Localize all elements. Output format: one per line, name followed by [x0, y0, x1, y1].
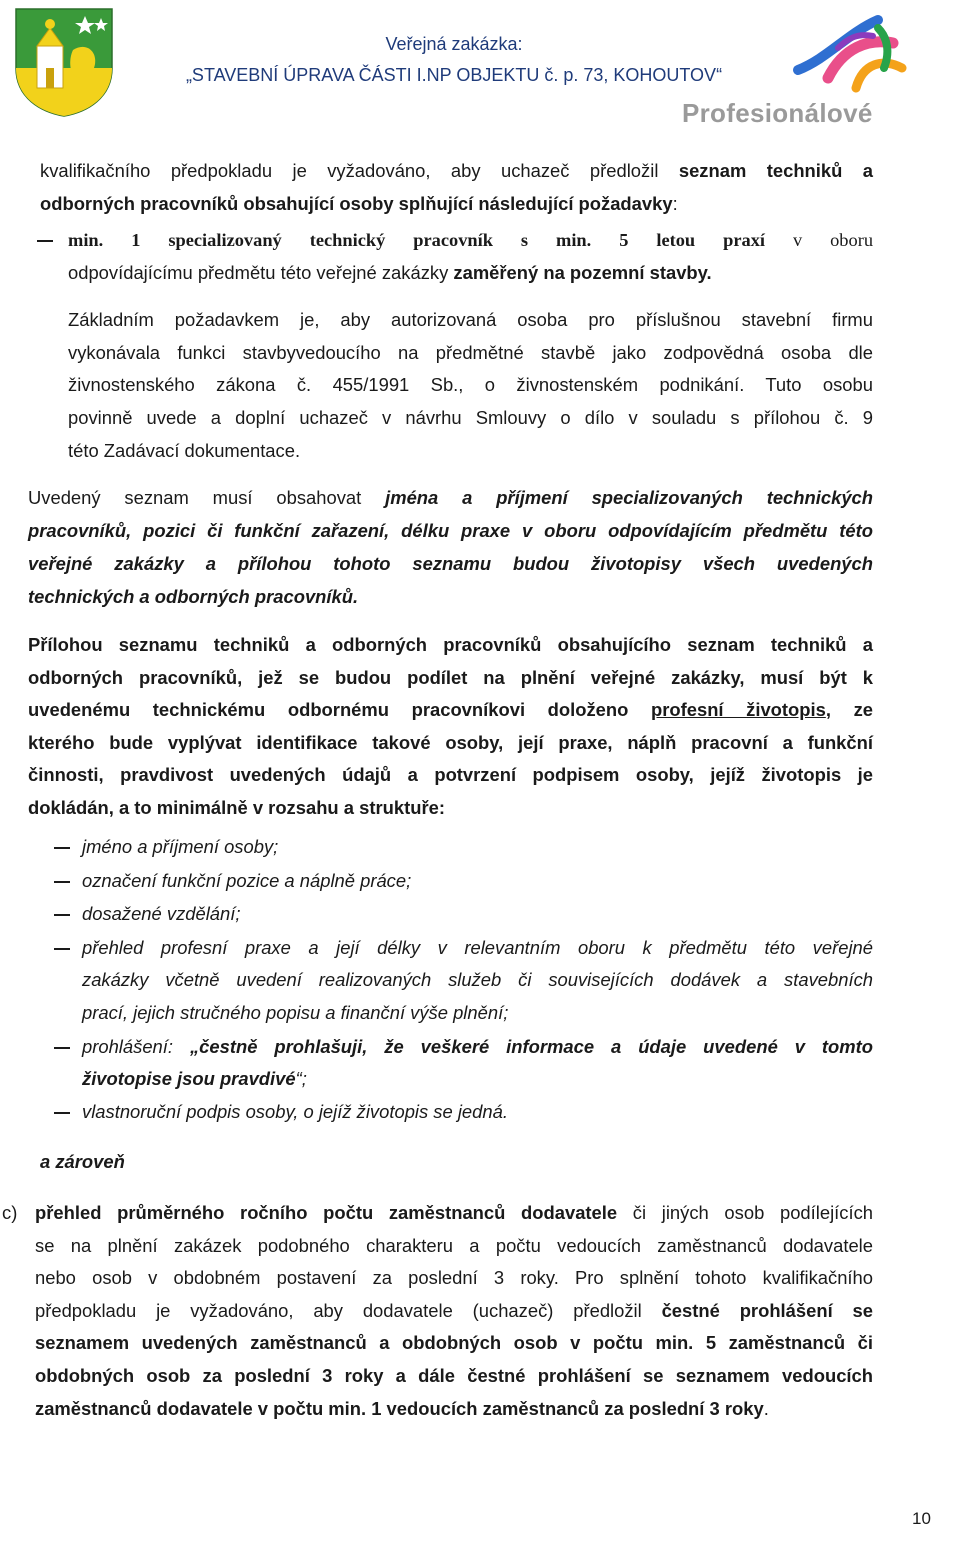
paragraph-line: činnosti, pravdivost uvedených údajů a potvrzení podpisem osoby, jejíž životopis je: [28, 764, 873, 785]
section-marker: c): [2, 1202, 18, 1223]
paragraph-line: technických a odborných pracovníků.: [28, 586, 359, 607]
municipal-coat-of-arms-logo: [13, 6, 115, 118]
paragraph-line: Uvedený seznam musí obsahovat jména a příjmení specializovaných technických: [28, 487, 874, 508]
list-item: označení funkční pozice a náplně práce;: [82, 870, 412, 891]
list-item: přehled profesní praxe a její délky v relevantním oboru k předmětu této veřejné: [82, 937, 873, 958]
paragraph-line: seznamem uvedených zaměstnanců a obdobných osob v počtu min. 5 zaměstnanců či: [35, 1332, 873, 1353]
dash-bullet-icon: [54, 881, 70, 883]
paragraph-line: Základním požadavkem je, aby autorizovaná osoba pro příslušnou stavební firmu: [68, 309, 873, 330]
paragraph-line: veřejné zakázky a přílohou tohoto seznamu budou životopisy všech uvedených: [28, 553, 873, 574]
list-item-continuation: zakázky včetně uvedení realizovaných služeb či souvisejících dodávek a stavebních: [82, 969, 873, 990]
paragraph-line: přehled průměrného ročního počtu zaměstnanců dodavatele či jiných osob podílejících: [35, 1202, 873, 1223]
conjunction-text: a zároveň: [40, 1151, 125, 1172]
paragraph-line: se na plnění zakázek podobného charakteru a počtu vedoucích zaměstnanců dodavatele: [35, 1235, 873, 1256]
paragraph-line: živnostenského zákona č. 455/1991 Sb., o živnostenském podnikání. Tuto osobu: [68, 374, 873, 395]
dash-bullet-icon: [54, 1112, 70, 1114]
list-item-continuation: životopise jsou pravdivé“;: [82, 1068, 307, 1089]
list-item: dosažené vzdělání;: [82, 903, 241, 924]
paragraph-line: odborných pracovníků, jež se budou podílet na plnění veřejné zakázky, musí být k: [28, 667, 873, 688]
paragraph-line: vykonávala funkci stavbyvedoucího na předmětné stavbě jako zodpovědná osoba dle: [68, 342, 873, 363]
paragraph-line: zaměstnanců dodavatele v počtu min. 1 vedoucích zaměstnanců za poslední 3 roky.: [35, 1398, 769, 1419]
list-item: prohlášení: „čestně prohlašuji, že veškeré informace a údaje uvedené v tomto: [82, 1036, 873, 1057]
page-number: 10: [912, 1509, 931, 1528]
dash-bullet-icon: [54, 847, 70, 849]
paragraph-line: této Zadávací dokumentace.: [68, 440, 301, 461]
paragraph-line: kvalifikačního předpokladu je vyžadováno, aby uchazeč předložil seznam techniků a: [40, 160, 874, 181]
paragraph-line: obdobných osob za poslední 3 roky a dále čestné prohlášení se seznamem vedoucích: [35, 1365, 873, 1386]
paragraph-line: nebo osob v obdobném postavení za poslední 3 roky. Pro splnění tohoto kvalifikačního: [35, 1267, 873, 1288]
dash-bullet-icon: [54, 1047, 70, 1049]
paragraph-line: předpokladu je vyžadováno, aby dodavatele (uchazeč) předložil čestné prohlášení se: [35, 1300, 873, 1321]
bullet-line: odpovídajícímu předmětu této veřejné zakázky zaměřený na pozemní stavby.: [68, 262, 712, 283]
profesionalove-logo-text: Profesionálové: [682, 98, 873, 128]
paragraph-line: Přílohou seznamu techniků a odborných pracovníků obsahujícího seznam techniků a: [28, 634, 873, 655]
dash-bullet-icon: [37, 240, 53, 242]
dash-bullet-icon: [54, 914, 70, 916]
paragraph-line: odborných pracovníků obsahující osoby splňující následující požadavky:: [40, 193, 678, 214]
paragraph-line: uvedenému technickému odbornému pracovníkovi doloženo profesní životopis, ze: [28, 699, 873, 720]
bullet-line: min. 1 specializovaný technický pracovník s min. 5 letou praxí v oboru: [68, 230, 874, 250]
list-item-continuation: prací, jejich stručného popisu a finanční výše plnění;: [82, 1002, 509, 1023]
header-project-name: „STAVEBNÍ ÚPRAVA ČÁSTI I.NP OBJEKTU č. p. 73, KOHOUTOV“: [185, 65, 723, 85]
list-item: jméno a příjmení osoby;: [82, 836, 279, 857]
header-title: Veřejná zakázka:: [385, 34, 523, 54]
list-item: vlastnoruční podpis osoby, o jejíž životopis se jedná.: [82, 1101, 508, 1122]
paragraph-line: pracovníků, pozici či funkční zařazení, délku praxe v oboru odpovídajícím předmětu této: [28, 520, 873, 541]
paragraph-line: povinně uvede a doplní uchazeč v návrhu Smlouvy o dílo v souladu s přílohou č. 9: [68, 407, 873, 428]
dash-bullet-icon: [54, 948, 70, 950]
paragraph-line: dokládán, a to minimálně v rozsahu a struktuře:: [28, 797, 445, 818]
paragraph-line: kterého bude vyplývat identifikace takové osoby, její praxe, náplň pracovní a funkční: [28, 732, 873, 753]
